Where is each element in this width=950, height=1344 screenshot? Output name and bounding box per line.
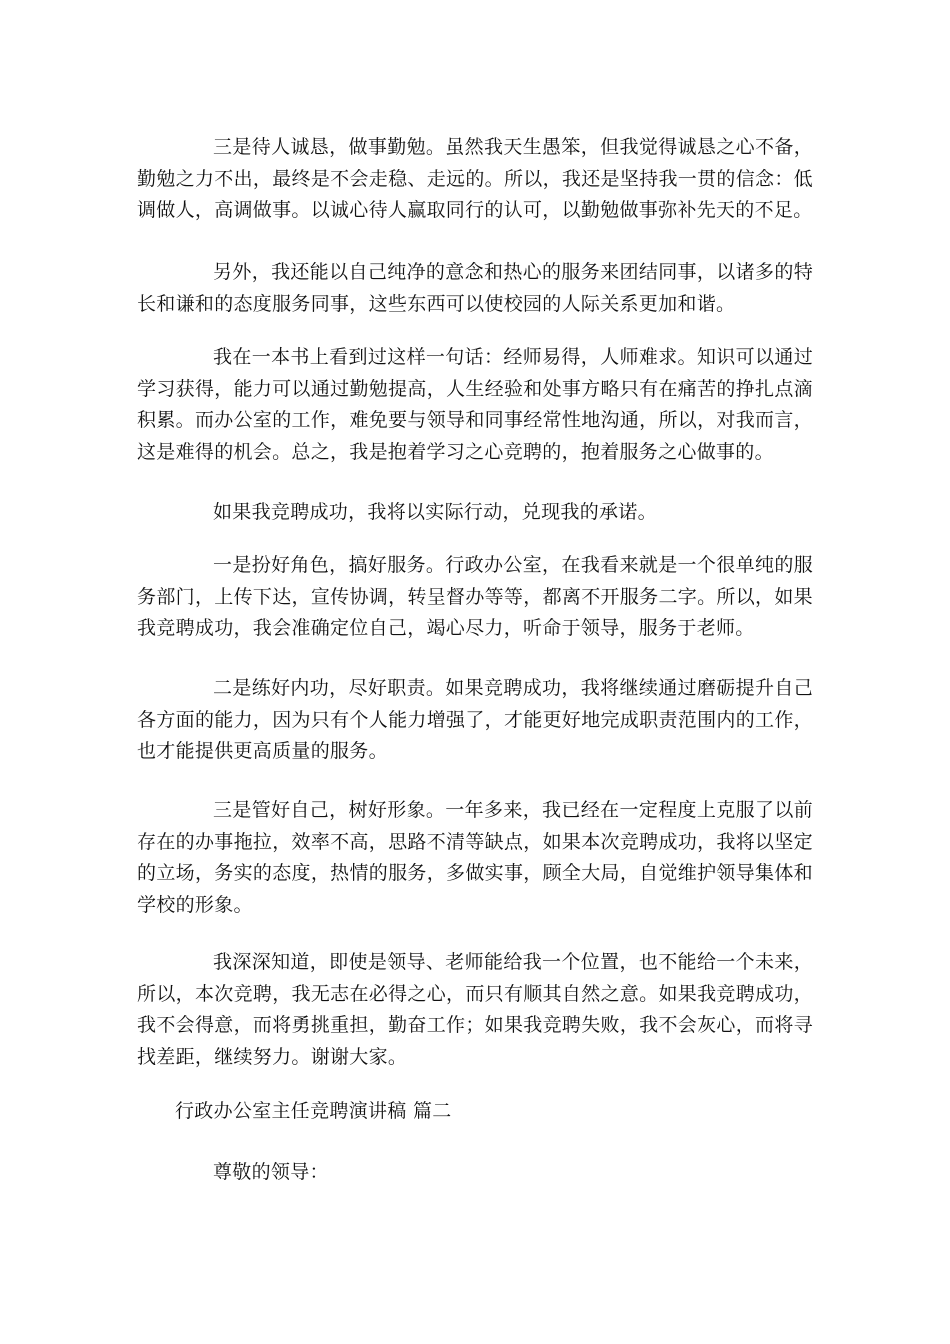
salutation: 尊敬的领导： bbox=[213, 1161, 329, 1183]
paragraph-good-image: 三是管好自己，树好形象。一年多来，我已经在一定程度上克服了以前存在的办事拖拉，效率不高，思路不清等缺点，如果本次竞聘成功，我将以坚定的立场，务实的态度，热情的服务，多做实事，顾全大局，自觉维护领导集体和学校的形象。 bbox=[137, 799, 813, 916]
paragraph-closing: 我深深知道，即使是领导、老师能给我一个位置，也不能给一个未来，所以，本次竞聘，我无志在必得之心，而只有顺其自然之意。如果我竞聘成功，我不会得意，而将勇挑重担，勤奋工作；如果我竞聘失败，我不会灰心，而将寻找差距，继续努力。谢谢大家。 bbox=[137, 951, 813, 1068]
paragraph-learning-opportunity: 我在一本书上看到过这样一句话：经师易得，人师难求。知识可以通过学习获得，能力可以通过勤勉提高，人生经验和处事方略只有在痛苦的挣扎点滴积累。而办公室的工作，难免要与领导和同事经常性地沟通，所以，对我而言，这是难得的机会。总之，我是抱着学习之心竞聘的，抱着服务之心做事的。 bbox=[137, 346, 813, 463]
paragraph-fulfill-duties: 二是练好内功，尽好职责。如果竞聘成功，我将继续通过磨砺提升自己各方面的能力，因为只有个人能力增强了，才能更好地完成职责范围内的工作，也才能提供更高质量的服务。 bbox=[137, 677, 813, 762]
paragraph-promise: 如果我竞聘成功，我将以实际行动，兑现我的承诺。 bbox=[213, 501, 657, 523]
paragraph-good-service: 一是扮好角色，搞好服务。行政办公室，在我看来就是一个很单纯的服务部门，上传下达，宣传协调，转呈督办等等，都离不开服务二字。所以，如果我竞聘成功，我会准确定位自己，竭心尽力，听命于领导，服务于老师。 bbox=[137, 554, 813, 639]
paragraph-sincerity-diligence: 三是待人诚恳，做事勤勉。虽然我天生愚笨，但我觉得诚恳之心不备，勤勉之力不出，最终是不会走稳、走远的。所以，我还是坚持我一贯的信念：低调做人，高调做事。以诚心待人赢取同行的认可，以勤勉做事弥补先天的不足。 bbox=[137, 136, 813, 221]
paragraph-unite-colleagues: 另外，我还能以自己纯净的意念和热心的服务来团结同事，以诸多的特长和谦和的态度服务同事，这些东西可以使校园的人际关系更加和谐。 bbox=[137, 261, 813, 315]
section-heading: 行政办公室主任竞聘演讲稿 篇二 bbox=[175, 1100, 452, 1122]
